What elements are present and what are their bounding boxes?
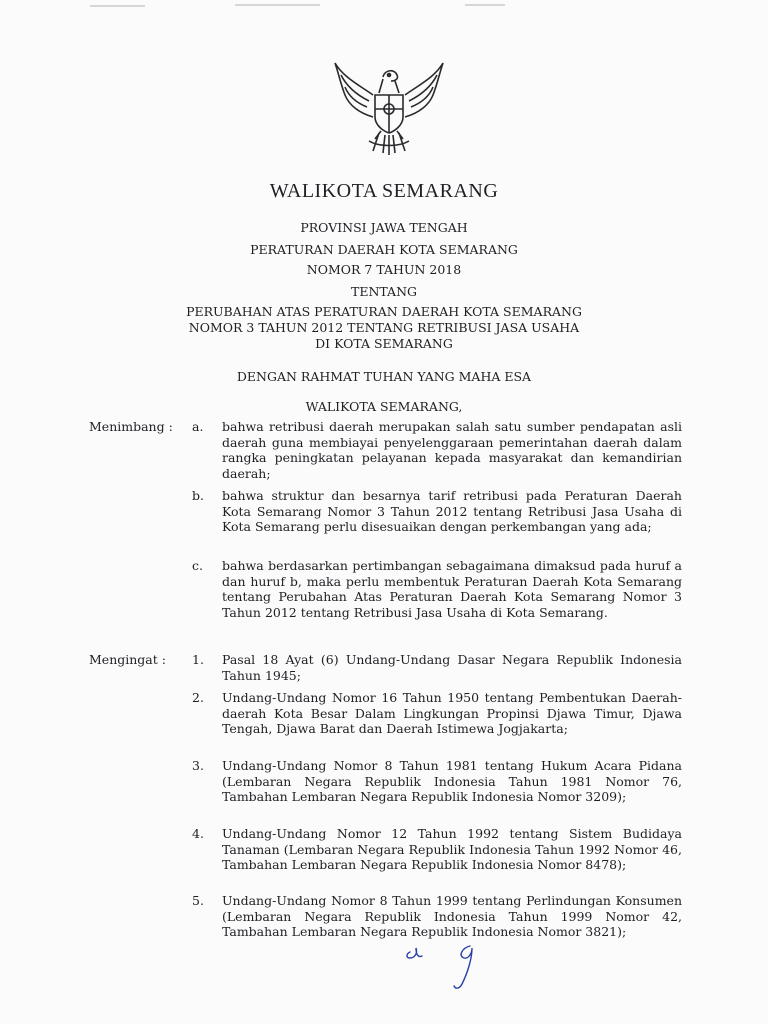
list-item-marker: 5. — [192, 893, 204, 908]
menimbang-label: Menimbang : — [89, 419, 173, 434]
list-item-marker: 3. — [192, 758, 204, 773]
subject-line-3: DI KOTA SEMARANG — [315, 336, 453, 351]
list-item-marker: 1. — [192, 652, 204, 667]
mengingat-label: Mengingat : — [89, 652, 166, 667]
document-title: WALIKOTA SEMARANG — [269, 180, 499, 202]
invocation-line: DENGAN RAHMAT TUHAN YANG MAHA ESA — [236, 369, 532, 384]
list-item: Pasal 18 Ayat (6) Undang-Undang Dasar Negara Republik Indonesia Tahun 1945; — [222, 652, 682, 683]
list-item: Undang-Undang Nomor 16 Tahun 1950 tentang Pembentukan Daerah-daerah Kota Besar Dalam Lingkungan Propinsi Djawa Timur, Djawa Tengah, Djawa Barat dan Daerah Istimewa Jogjakarta; — [222, 690, 682, 737]
authority-line: WALIKOTA SEMARANG, — [305, 399, 463, 414]
about-line: TENTANG — [350, 284, 417, 299]
regulation-number: NOMOR 7 TAHUN 2018 — [306, 262, 462, 277]
regulation-line: PERATURAN DAERAH KOTA SEMARANG — [250, 242, 518, 257]
garuda-emblem-icon — [329, 55, 449, 165]
scan-edge-marks — [0, 2, 768, 10]
province-line: PROVINSI JAWA TENGAH — [300, 220, 468, 235]
list-item-marker: c. — [192, 558, 203, 573]
subject-line-2: NOMOR 3 TAHUN 2012 TENTANG RETRIBUSI JASA USAHA — [188, 320, 580, 335]
handwritten-initials-icon — [400, 940, 490, 1000]
list-item-marker: 2. — [192, 690, 204, 705]
list-item: Undang-Undang Nomor 8 Tahun 1999 tentang Perlindungan Konsumen (Lembaran Negara Republik Indonesia Tahun 1999 Nomor 42, Tambahan Lembaran Negara Republik Indonesia Nomor 3821); — [222, 893, 682, 940]
list-item: bahwa struktur dan besarnya tarif retribusi pada Peraturan Daerah Kota Semarang Nomor 3 Tahun 2012 tentang Retribusi Jasa Usaha di Kota Semarang perlu disesuaikan dengan perkembangan yang ada; — [222, 488, 682, 535]
list-item: Undang-Undang Nomor 12 Tahun 1992 tentang Sistem Budidaya Tanaman (Lembaran Negara Republik Indonesia Tahun 1992 Nomor 46, Tambahan Lembaran Negara Republik Indonesia Nomor 8478); — [222, 826, 682, 873]
subject-line-1: PERUBAHAN ATAS PERATURAN DAERAH KOTA SEMARANG — [186, 304, 582, 319]
list-item-marker: a. — [192, 419, 204, 434]
list-item-marker: 4. — [192, 826, 204, 841]
list-item: bahwa retribusi daerah merupakan salah satu sumber pendapatan asli daerah guna membiayai penyelenggaraan pemerintahan daerah dalam rangka peningkatan pelayanan kepada masyarakat dan kemandirian daerah; — [222, 419, 682, 481]
list-item: bahwa berdasarkan pertimbangan sebagaimana dimaksud pada huruf a dan huruf b, maka perlu membentuk Peraturan Daerah Kota Semarang tentang Perubahan Atas Peraturan Daerah Kota Semarang Nomor 3 Tahun 2012 tentang Retribusi Jasa Usaha di Kota Semarang. — [222, 558, 682, 620]
list-item-marker: b. — [192, 488, 204, 503]
list-item: Undang-Undang Nomor 8 Tahun 1981 tentang Hukum Acara Pidana (Lembaran Negara Republik Indonesia Tahun 1981 Nomor 76, Tambahan Lembaran Negara Republik Indonesia Nomor 3209); — [222, 758, 682, 805]
